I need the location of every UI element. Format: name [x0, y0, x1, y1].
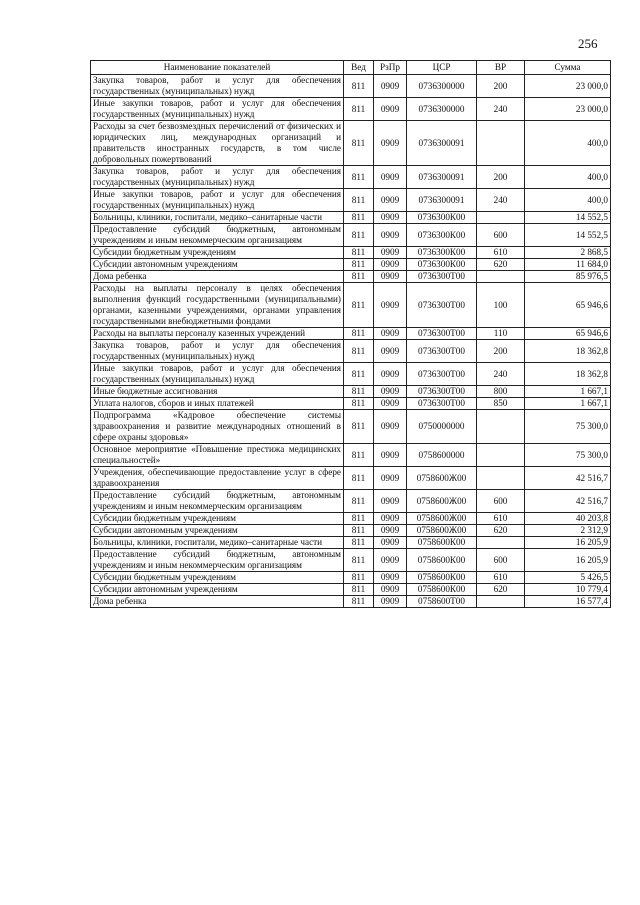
- cell-ved: 811: [344, 386, 374, 398]
- cell-rzpr: 0909: [374, 525, 407, 537]
- cell-csr: 0758600К00: [407, 584, 477, 596]
- cell-csr: 0758600К00: [407, 537, 477, 549]
- cell-ved: 811: [344, 513, 374, 525]
- table-row: [91, 121, 611, 166]
- cell-vr: 200: [477, 75, 525, 98]
- cell-vr: 850: [477, 398, 525, 410]
- table-row: [91, 259, 611, 271]
- cell-name: Закупка товаров, работ и услуг для обеспечения государственных (муниципальных) нужд: [91, 75, 344, 98]
- cell-name: Расходы на выплаты персоналу казенных учреждений: [91, 328, 344, 340]
- table-row: [91, 271, 611, 283]
- cell-ved: 811: [344, 189, 374, 212]
- cell-ved: 811: [344, 572, 374, 584]
- table-row: [91, 398, 611, 410]
- cell-name: Субсидии бюджетным учреждениям: [91, 572, 344, 584]
- cell-sum: 400,0: [525, 121, 611, 166]
- table-row: [91, 189, 611, 212]
- cell-ved: 811: [344, 121, 374, 166]
- cell-rzpr: 0909: [374, 537, 407, 549]
- cell-rzpr: 0909: [374, 224, 407, 247]
- cell-ved: 811: [344, 490, 374, 513]
- header-sum: Сумма: [525, 61, 611, 75]
- cell-csr: 0736300091: [407, 166, 477, 189]
- cell-ved: 811: [344, 398, 374, 410]
- cell-csr: 0736300К00: [407, 224, 477, 247]
- header-csr: ЦСР: [407, 61, 477, 75]
- cell-name: Субсидии автономным учреждениям: [91, 259, 344, 271]
- cell-vr: 610: [477, 513, 525, 525]
- cell-sum: 16 577,4: [525, 596, 611, 608]
- cell-csr: 0736300К00: [407, 247, 477, 259]
- cell-name: Субсидии автономным учреждениям: [91, 525, 344, 537]
- cell-ved: 811: [344, 596, 374, 608]
- cell-sum: 2 868,5: [525, 247, 611, 259]
- cell-name: Субсидии бюджетным учреждениям: [91, 247, 344, 259]
- cell-sum: 85 976,5: [525, 271, 611, 283]
- table-row: [91, 444, 611, 467]
- cell-name: Подпрограмма «Кадровое обеспечение системы здравоохранения и развитие международных отношений в сфере охраны здоровья»: [91, 410, 344, 444]
- cell-name: Иные закупки товаров, работ и услуг для обеспечения государственных (муниципальных) нужд: [91, 363, 344, 386]
- table-row: [91, 596, 611, 608]
- cell-csr: 0736300Т00: [407, 328, 477, 340]
- cell-name: Основное мероприятие «Повышение престижа медицинских специальностей»: [91, 444, 344, 467]
- cell-vr: 200: [477, 340, 525, 363]
- cell-vr: [477, 444, 525, 467]
- budget-table: [90, 60, 611, 608]
- table-row: [91, 340, 611, 363]
- cell-vr: 100: [477, 283, 525, 328]
- cell-rzpr: 0909: [374, 189, 407, 212]
- cell-sum: 75 300,0: [525, 444, 611, 467]
- cell-name: Уплата налогов, сборов и иных платежей: [91, 398, 344, 410]
- cell-ved: 811: [344, 410, 374, 444]
- cell-ved: 811: [344, 363, 374, 386]
- cell-sum: 23 000,0: [525, 75, 611, 98]
- table-row: [91, 363, 611, 386]
- cell-sum: 18 362,8: [525, 363, 611, 386]
- cell-sum: 42 516,7: [525, 467, 611, 490]
- cell-name: Расходы за счет безвозмездных перечислений от физических и юридических лиц, международных организаций и правительств иностранных государств, в том числе добровольных пожертвований: [91, 121, 344, 166]
- cell-ved: 811: [344, 247, 374, 259]
- cell-vr: [477, 467, 525, 490]
- cell-name: Предоставление субсидий бюджетным, автономным учреждениям и иным некоммерческим организациям: [91, 224, 344, 247]
- cell-name: Дома ребенка: [91, 271, 344, 283]
- header-ved: Вед: [344, 61, 374, 75]
- table-row: [91, 386, 611, 398]
- cell-csr: 0736300Т00: [407, 363, 477, 386]
- cell-sum: 14 552,5: [525, 212, 611, 224]
- cell-sum: 23 000,0: [525, 98, 611, 121]
- table-row: [91, 572, 611, 584]
- cell-ved: 811: [344, 328, 374, 340]
- cell-ved: 811: [344, 212, 374, 224]
- cell-ved: 811: [344, 259, 374, 271]
- cell-csr: 0758600Ж00: [407, 490, 477, 513]
- cell-rzpr: 0909: [374, 271, 407, 283]
- cell-vr: 610: [477, 572, 525, 584]
- cell-rzpr: 0909: [374, 444, 407, 467]
- cell-ved: 811: [344, 525, 374, 537]
- cell-name: Больницы, клиники, госпитали, медико–санитарные части: [91, 537, 344, 549]
- cell-rzpr: 0909: [374, 75, 407, 98]
- cell-vr: 600: [477, 549, 525, 572]
- cell-csr: 0736300Т00: [407, 398, 477, 410]
- table-row: [91, 490, 611, 513]
- cell-sum: 18 362,8: [525, 340, 611, 363]
- cell-csr: 0758600Ж00: [407, 513, 477, 525]
- cell-csr: 0758600Ж00: [407, 467, 477, 490]
- cell-vr: 200: [477, 166, 525, 189]
- cell-sum: 400,0: [525, 189, 611, 212]
- cell-rzpr: 0909: [374, 328, 407, 340]
- page-number: 256: [578, 36, 598, 51]
- cell-rzpr: 0909: [374, 572, 407, 584]
- cell-vr: 610: [477, 247, 525, 259]
- cell-sum: 40 203,8: [525, 513, 611, 525]
- cell-name: Иные бюджетные ассигнования: [91, 386, 344, 398]
- cell-ved: 811: [344, 224, 374, 247]
- cell-sum: 42 516,7: [525, 490, 611, 513]
- table-row: [91, 537, 611, 549]
- cell-sum: 1 667,1: [525, 398, 611, 410]
- cell-csr: 0736300Т00: [407, 283, 477, 328]
- cell-name: Расходы на выплаты персоналу в целях обеспечения выполнения функций государственными (муниципальными) органами, казенными учреждениями, органами управления государственными внебюджетными фондами: [91, 283, 344, 328]
- cell-vr: 620: [477, 584, 525, 596]
- cell-sum: 400,0: [525, 166, 611, 189]
- table-row: [91, 75, 611, 98]
- cell-name: Больницы, клиники, госпитали, медико–санитарные части: [91, 212, 344, 224]
- cell-vr: [477, 121, 525, 166]
- cell-name: Предоставление субсидий бюджетным, автономным учреждениям и иным некоммерческим организациям: [91, 490, 344, 513]
- cell-csr: 0736300091: [407, 189, 477, 212]
- cell-ved: 811: [344, 549, 374, 572]
- table-row: [91, 283, 611, 328]
- cell-vr: 620: [477, 525, 525, 537]
- cell-sum: 5 426,5: [525, 572, 611, 584]
- cell-name: Закупка товаров, работ и услуг для обеспечения государственных (муниципальных) нужд: [91, 340, 344, 363]
- cell-csr: 0736300К00: [407, 212, 477, 224]
- cell-rzpr: 0909: [374, 386, 407, 398]
- cell-name: Закупка товаров, работ и услуг для обеспечения государственных (муниципальных) нужд: [91, 166, 344, 189]
- table-body: [91, 75, 611, 608]
- cell-vr: 240: [477, 363, 525, 386]
- cell-csr: 0750000000: [407, 410, 477, 444]
- cell-name: Субсидии автономным учреждениям: [91, 584, 344, 596]
- table-row: [91, 166, 611, 189]
- cell-ved: 811: [344, 467, 374, 490]
- cell-ved: 811: [344, 98, 374, 121]
- cell-sum: 16 205,9: [525, 537, 611, 549]
- cell-name: Иные закупки товаров, работ и услуг для обеспечения государственных (муниципальных) нужд: [91, 98, 344, 121]
- cell-rzpr: 0909: [374, 247, 407, 259]
- table-row: [91, 98, 611, 121]
- cell-csr: 0758600Ж00: [407, 525, 477, 537]
- cell-sum: 10 779,4: [525, 584, 611, 596]
- header-name: Наименование показателей: [91, 61, 344, 75]
- cell-csr: 0736300000: [407, 98, 477, 121]
- cell-csr: 0758600000: [407, 444, 477, 467]
- cell-vr: [477, 596, 525, 608]
- cell-sum: 14 552,5: [525, 224, 611, 247]
- cell-rzpr: 0909: [374, 513, 407, 525]
- cell-sum: 2 312,9: [525, 525, 611, 537]
- cell-rzpr: 0909: [374, 166, 407, 189]
- cell-rzpr: 0909: [374, 98, 407, 121]
- table-row: [91, 513, 611, 525]
- cell-sum: 75 300,0: [525, 410, 611, 444]
- table-row: [91, 525, 611, 537]
- cell-name: Учреждения, обеспечивающие предоставление услуг в сфере здравоохранения: [91, 467, 344, 490]
- cell-csr: 0736300Т00: [407, 340, 477, 363]
- table-row: [91, 212, 611, 224]
- cell-name: Предоставление субсидий бюджетным, автономным учреждениям и иным некоммерческим организациям: [91, 549, 344, 572]
- cell-rzpr: 0909: [374, 584, 407, 596]
- cell-vr: 620: [477, 259, 525, 271]
- cell-vr: [477, 212, 525, 224]
- cell-rzpr: 0909: [374, 398, 407, 410]
- cell-sum: 1 667,1: [525, 386, 611, 398]
- table-row: [91, 584, 611, 596]
- cell-rzpr: 0909: [374, 340, 407, 363]
- cell-ved: 811: [344, 166, 374, 189]
- cell-csr: 0758600К00: [407, 572, 477, 584]
- cell-sum: 65 946,6: [525, 283, 611, 328]
- cell-csr: 0736300К00: [407, 259, 477, 271]
- cell-sum: 11 684,0: [525, 259, 611, 271]
- table-row: [91, 410, 611, 444]
- table-row: [91, 247, 611, 259]
- table-header-row: [91, 61, 611, 75]
- cell-ved: 811: [344, 283, 374, 328]
- cell-rzpr: 0909: [374, 467, 407, 490]
- cell-ved: 811: [344, 271, 374, 283]
- cell-rzpr: 0909: [374, 283, 407, 328]
- cell-ved: 811: [344, 584, 374, 596]
- cell-vr: 110: [477, 328, 525, 340]
- cell-rzpr: 0909: [374, 212, 407, 224]
- cell-sum: 16 205,9: [525, 549, 611, 572]
- cell-vr: 240: [477, 98, 525, 121]
- cell-ved: 811: [344, 444, 374, 467]
- cell-csr: 0736300Т00: [407, 271, 477, 283]
- cell-name: Иные закупки товаров, работ и услуг для обеспечения государственных (муниципальных) нужд: [91, 189, 344, 212]
- cell-rzpr: 0909: [374, 121, 407, 166]
- cell-name: Дома ребенка: [91, 596, 344, 608]
- table-row: [91, 549, 611, 572]
- cell-ved: 811: [344, 75, 374, 98]
- cell-vr: [477, 537, 525, 549]
- cell-rzpr: 0909: [374, 363, 407, 386]
- cell-rzpr: 0909: [374, 549, 407, 572]
- cell-csr: 0758600К00: [407, 549, 477, 572]
- header-rzpr: РзПр: [374, 61, 407, 75]
- cell-vr: [477, 410, 525, 444]
- cell-rzpr: 0909: [374, 596, 407, 608]
- table-row: [91, 328, 611, 340]
- cell-ved: 811: [344, 537, 374, 549]
- cell-rzpr: 0909: [374, 490, 407, 513]
- cell-csr: 0736300091: [407, 121, 477, 166]
- table-row: [91, 467, 611, 490]
- cell-sum: 65 946,6: [525, 328, 611, 340]
- cell-csr: 0736300Т00: [407, 386, 477, 398]
- cell-vr: [477, 271, 525, 283]
- cell-name: Субсидии бюджетным учреждениям: [91, 513, 344, 525]
- cell-vr: 600: [477, 490, 525, 513]
- cell-vr: 240: [477, 189, 525, 212]
- cell-ved: 811: [344, 340, 374, 363]
- cell-csr: 0758600Т00: [407, 596, 477, 608]
- cell-rzpr: 0909: [374, 259, 407, 271]
- table-row: [91, 224, 611, 247]
- cell-vr: 800: [477, 386, 525, 398]
- cell-vr: 600: [477, 224, 525, 247]
- cell-csr: 0736300000: [407, 75, 477, 98]
- cell-rzpr: 0909: [374, 410, 407, 444]
- header-vr: ВР: [477, 61, 525, 75]
